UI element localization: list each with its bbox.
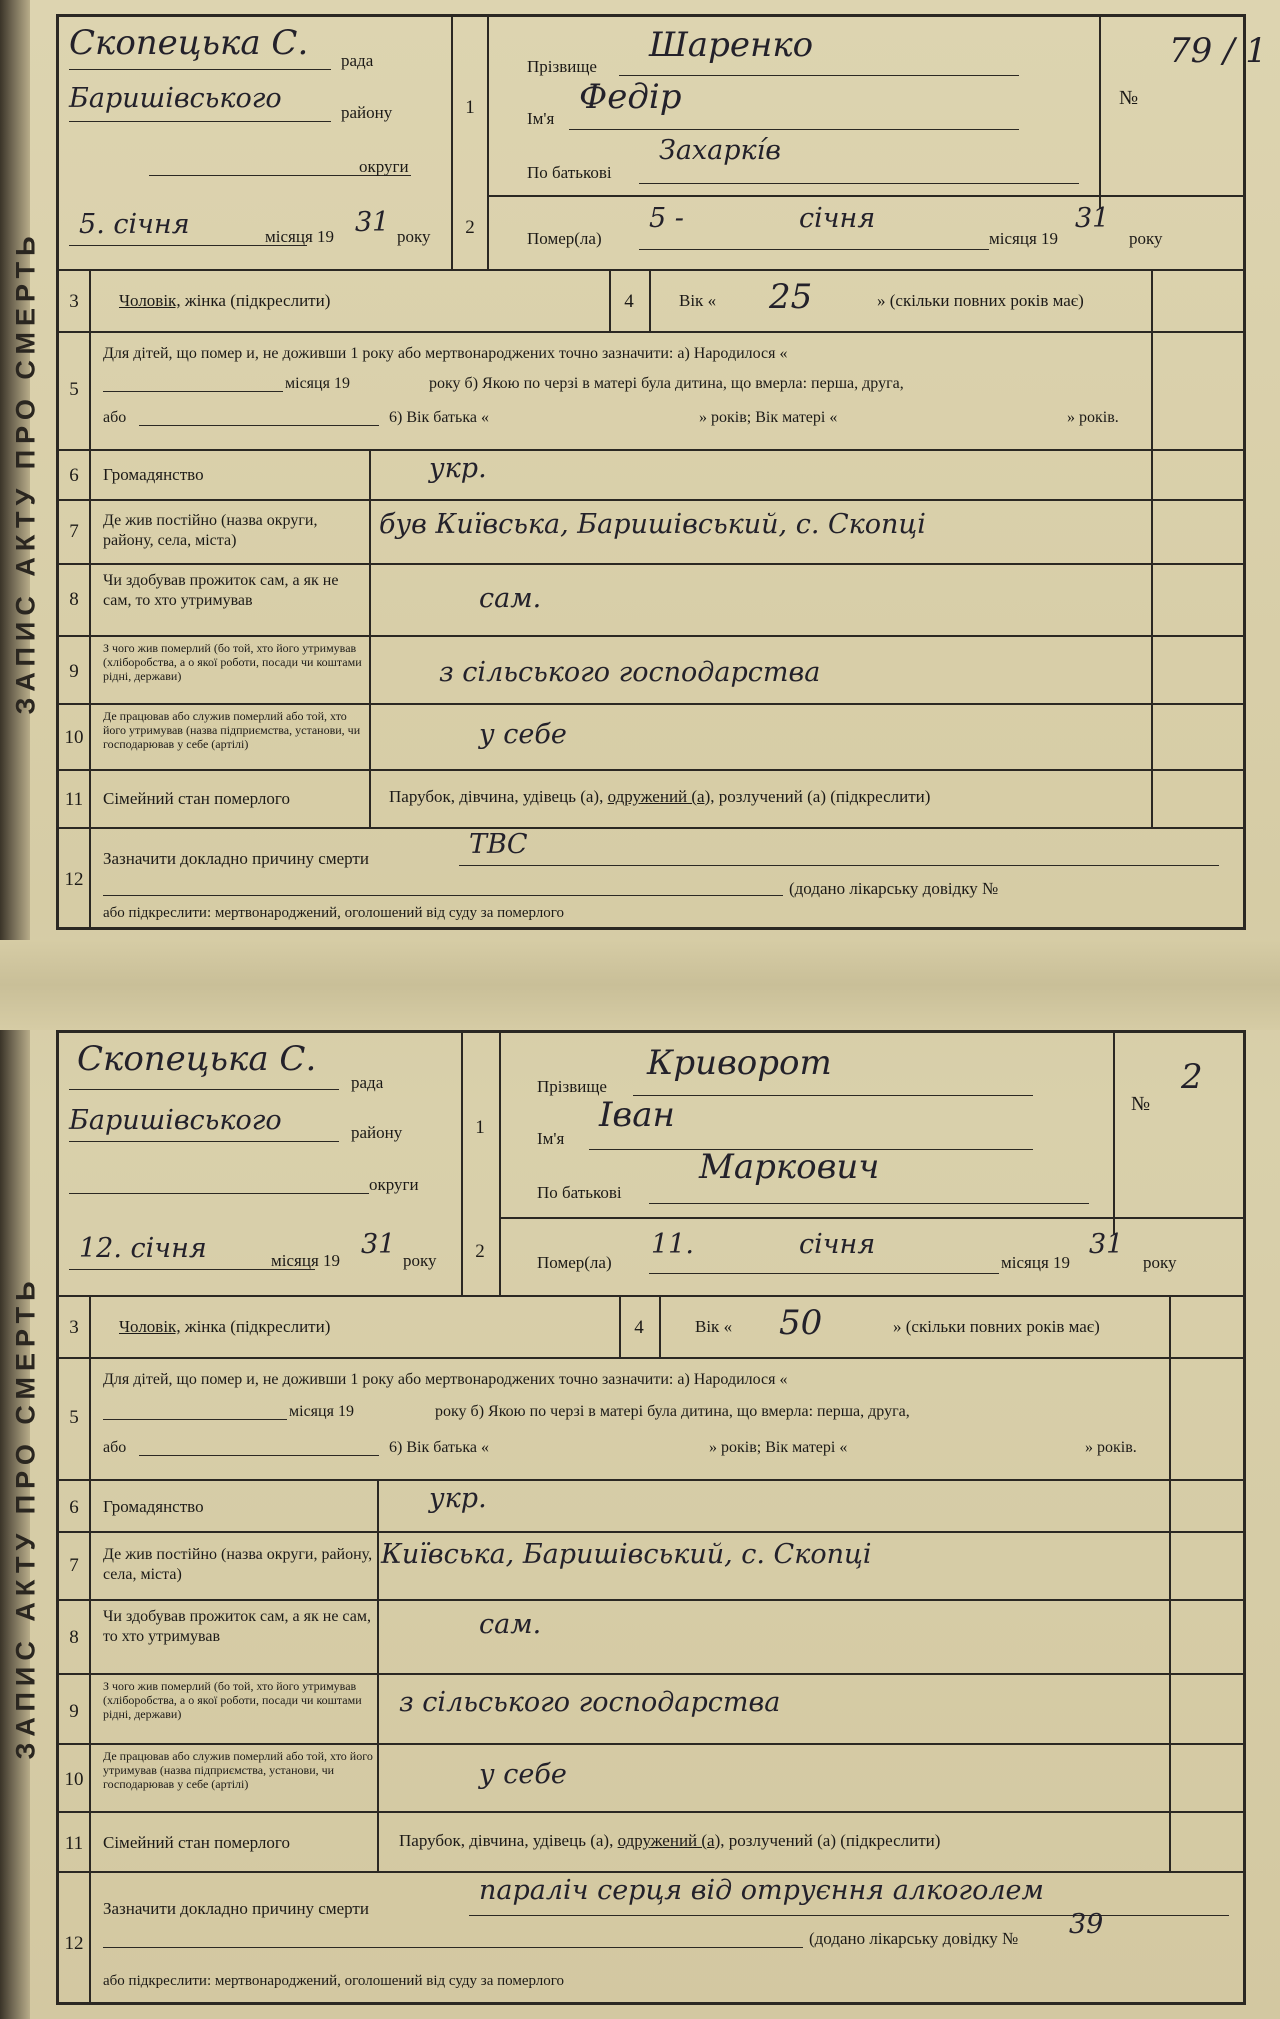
residence-2: Київська, Баришівський, с. Скопці [381,1539,872,1570]
row-citizenship: 6 Громадянство укр. [59,1479,1243,1533]
row-income: 9 З чого жив померлий (бо той, хто його утримував (хліборобства, а о якої роботи, посади чи коштами рідні, держави) з сільського господарства [59,635,1243,705]
death-month-2: січня [799,1229,876,1260]
cause-1: ТВС [469,829,528,860]
livelihood-1: сам. [479,583,542,614]
workplace-1: у себе [479,719,567,750]
row-workplace: 10 Де працював або служив померлий або той, хто його утримував (назва підприємства, установи, чи господарював у себе (артілі) у себе [59,1743,1243,1813]
header-block: Скопецька С. рада Баришівського району округи 12. січня місяця 19 31 року 1 2 Прізвище Криворот Ім'я Іван По батькові Маркович № 2 Помер(ла) 11. січня місяця 19 31 року [59,1033,1243,1295]
record-number-2: 2 [1181,1057,1203,1097]
surname-2: Криворот [647,1043,832,1083]
side-title-1: ЗАПИС АКТУ ПРО СМЕРТЬ [10,229,41,715]
cause-2: параліч серця від отруєння алкоголем [479,1875,1044,1906]
citizenship-2: укр. [429,1483,487,1514]
row-workplace: 10 Де працював або служив померлий або той, хто його утримував (назва підприємства, установи, чи господарював у себе (артілі) у себе [59,703,1243,771]
rada-value: Скопецька С. [69,23,309,63]
row-sex-age: 3 Чоловік, жінка (підкреслити) 4 Вік « 25 » (скільки повних років має) [59,269,1243,333]
death-month-1: січня [799,203,876,234]
livelihood-2: сам. [479,1609,542,1640]
row-cause: 12 Зазначити докладно причину смерти параліч серця від отруєння алкоголем (додано лікарську довідку № 39 або підкреслити: мертвонароджений, оголошений від суду за померлого [59,1871,1243,2003]
surname-1: Шаренко [649,25,814,65]
certificate-2: 39 [1069,1909,1104,1940]
side-title-2: ЗАПИС АКТУ ПРО СМЕРТЬ [10,1275,41,1760]
row-citizenship: 6 Громадянство укр. [59,449,1243,501]
row-residence: 7 Де жив постійно (назва округи, району, села, міста) Київська, Баришівський, с. Скопці [59,1531,1243,1601]
citizenship-1: укр. [429,453,487,484]
death-record-1 [56,14,1267,930]
header-block: Скопецька С. рада Баришівського району округи 5. січня місяця 19 31 року 1 2 Прізвище Шаренко Ім'я Федір По батькові Захаркі́в № 79 / 1 Помер(ла) 5 - січня місяця 19 31 року [59,17,1243,269]
row-marital: 11 Сімейний стан померлого Парубок, дівчина, удівець (а), одружений (а), розлучений (а) (підкреслити) [59,769,1243,829]
workplace-2: у себе [479,1759,567,1790]
row-marital: 11 Сімейний стан померлого Парубок, дівчина, удівець (а), одружений (а), розлучений (а) (підкреслити) [59,1811,1243,1873]
record-number-1: 79 / 1 [1169,31,1267,71]
patronymic-1: Захаркі́в [659,135,782,166]
residence-1: був Київська, Баришівський, с. Скопці [379,509,926,540]
row-livelihood: 8 Чи здобував прожиток сам, а як не сам, то хто утримував сам. [59,1599,1243,1675]
rayon-value: Баришівського [69,83,282,114]
row-children: 5 Для дітей, що помер и, не доживши 1 року або мертвонароджених точно зазначити: а) Народилося « місяця 19 року б) Якою по черзі в матері була дитина, що вмерла: перша, друга, або 6) Вік батька « » років; Вік матері « » років. [59,331,1243,451]
row-children: 5 Для дітей, що помер и, не доживши 1 року або мертвонароджених точно зазначити: а) Народилося « місяця 19 року б) Якою по черзі в матері була дитина, що вмерла: перша, друга, або 6) Вік батька « » років; Вік матері « » років. [59,1357,1243,1481]
patronymic-2: Маркович [699,1147,880,1187]
death-record-2 [56,1030,1246,2005]
rada-value: Скопецька С. [77,1039,317,1079]
name-2: Іван [599,1095,675,1135]
reg-day: 5. січня [79,209,190,240]
row-livelihood: 8 Чи здобував прожиток сам, а як не сам, то хто утримував сам. [59,563,1243,637]
row-residence: 7 Де жив постійно (назва округи, району, села, міста) був Київська, Баришівський, с. Скопці [59,499,1243,565]
age-2: 50 [779,1303,823,1343]
income-1: з сільського господарства [439,657,821,688]
age-1: 25 [769,277,813,317]
rayon-value: Баришівського [69,1105,282,1136]
name-1: Федір [579,77,682,117]
row-sex-age: 3 Чоловік, жінка (підкреслити) 4 Вік « 50 » (скільки повних років має) [59,1295,1243,1359]
page-gap [0,940,1280,1030]
row-income: 9 З чого жив померлий (бо той, хто його утримував (хліборобства, а о якої роботи, посади чи коштами рідні, держави) з сільського господарства [59,1673,1243,1745]
row-cause: 12 Зазначити докладно причину смерти ТВС (додано лікарську довідку № або підкреслити: мертвонароджений, оголошений від суду за померлого [59,827,1243,929]
reg-day: 12. січня [79,1233,207,1264]
income-2: з сільського господарства [399,1687,781,1718]
